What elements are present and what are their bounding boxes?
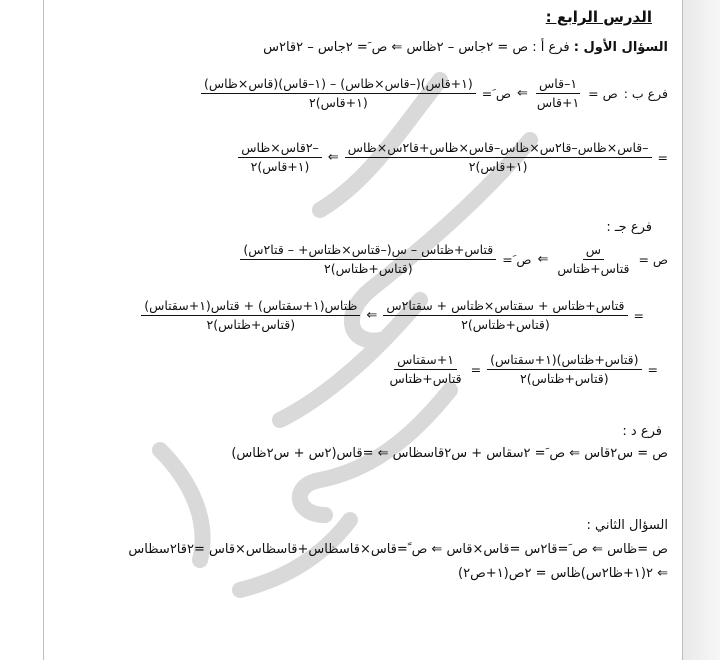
q2-line1: ص =ظاس ⇐ ص َ=قا٢س =قاس×قاس ⇐ ص ً=قاس×قاسظاس+قاسظاس×قاس =٢قا٢سظاس <box>128 542 668 557</box>
fraction-numerator: ظتاس(١+سقتاس) + قتاس(١+سقتاس) <box>141 298 360 316</box>
implies-arrow: ⇐ <box>537 251 549 267</box>
q1-part-c-dy-prefix: ص َ= <box>502 251 532 267</box>
fraction-numerator: –٢قاس×ظاس <box>238 140 322 158</box>
q1-part-c-y-fraction <box>554 242 632 276</box>
implies-arrow: ⇐ <box>366 307 378 323</box>
implies-arrow: ⇐ <box>517 85 528 101</box>
q1-part-a-row <box>263 40 668 56</box>
lesson-title: الدرس الرابع : <box>545 8 652 26</box>
fraction-numerator: (١+قاس)(–قاس×ظاس) – (١–قاس)(قاس×ظاس) <box>201 76 476 94</box>
q1-part-b-y-fraction <box>534 76 582 110</box>
fraction-denominator: (قتاس+ظتاس)٢ <box>324 260 413 276</box>
fraction-denominator: (١+قاس)٢ <box>250 158 310 174</box>
q1-part-b-d1-fraction <box>201 76 476 110</box>
fraction-denominator: (قتاس+ظتاس)٢ <box>520 370 609 386</box>
q1-part-c-y-prefix: ص = <box>638 251 668 267</box>
q1-label: السؤال الأول : <box>573 40 668 55</box>
q1-part-a: فرع أ : ص = ٢جاس – ٢ظاس ⇐ ص َ= ٢جاس – ٢قا٢س <box>263 40 570 55</box>
q1-part-c-d3-fraction <box>141 298 360 332</box>
fraction-denominator: (قتاس+ظتاس)٢ <box>461 316 550 332</box>
q1-part-c-row2 <box>141 298 644 332</box>
q1-part-b-d2-fraction <box>345 140 652 174</box>
equals-sign: = <box>657 149 668 165</box>
implies-arrow: ⇐ <box>327 149 339 165</box>
fraction-denominator: قتاس+ظتاس <box>557 260 630 276</box>
fraction-denominator: (١+قاس)٢ <box>468 158 528 174</box>
fraction-denominator: ١+قاس <box>536 94 580 110</box>
fraction-numerator: س <box>583 242 604 260</box>
q1-part-c-d4-fraction <box>487 352 641 386</box>
fraction-numerator: ١–قاس <box>536 76 580 94</box>
fraction-numerator: قتاس+ظتاس – س(–قتاس×ظتاس+ – قتا٢س) <box>240 242 496 260</box>
equals-sign: = <box>470 361 482 377</box>
q1-part-b-dy-prefix: ص َ= <box>481 85 512 101</box>
q1-part-c-row3 <box>387 352 658 386</box>
q1-part-b-row2 <box>238 140 668 174</box>
q2-label: السؤال الثاني : <box>586 518 668 533</box>
page-left-edge <box>43 0 44 660</box>
fraction-numerator: ١+سقتاس <box>394 352 457 370</box>
fraction-denominator: (١+قاس)٢ <box>309 94 368 110</box>
q1-part-b-row1 <box>201 76 668 110</box>
q1-part-c-row1 <box>240 242 668 276</box>
q1-part-b-y-prefix: ص = <box>588 85 618 101</box>
page-shadow <box>683 0 720 660</box>
fraction-denominator: قتاس+ظتاس <box>389 370 462 386</box>
q1-part-b-d3-fraction <box>238 140 322 174</box>
q1-part-b-label: فرع ب : <box>623 85 668 101</box>
q1-part-c-d1-fraction <box>240 242 496 276</box>
fraction-numerator: (قتاس+ظتاس)(١+سقتاس) <box>487 352 641 370</box>
equals-sign: = <box>633 307 644 323</box>
q2-line2: ⇐ ٢(١+ظا٢س)ظاس = ٢ص(١+ص٢) <box>458 566 668 581</box>
q1-part-d-line: ص = س٢قاس ⇐ ص َ= ٢سقاس + س٢قاسظاس ⇐ =قاس(٢س + س٢ظاس) <box>231 446 668 461</box>
equals-sign: = <box>647 361 658 377</box>
fraction-numerator: قتاس+ظتاس + سقتاس×ظتاس + سقتا٢س <box>383 298 627 316</box>
q1-part-c-label: فرع جـ : <box>606 220 652 235</box>
q1-part-c-d5-fraction <box>387 352 465 386</box>
q1-part-d-label: فرع د : <box>622 424 662 439</box>
q1-part-c-d2-fraction <box>383 298 627 332</box>
fraction-denominator: (قتاس+ظتاس)٢ <box>206 316 296 332</box>
fraction-numerator: –قاس×ظاس–قا٢س×ظاس–قاس×ظاس+قا٢س×ظاس <box>345 140 652 158</box>
